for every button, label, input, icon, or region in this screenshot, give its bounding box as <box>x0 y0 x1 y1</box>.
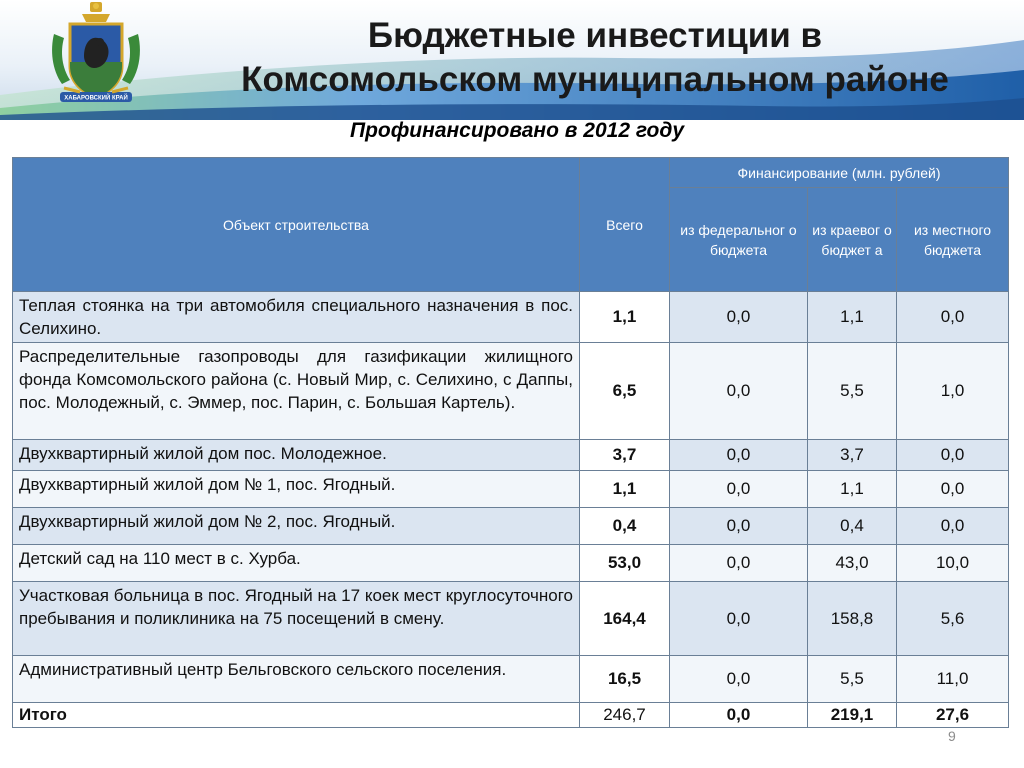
grand-total-cell: 246,7 <box>580 703 670 728</box>
total-cell: 6,5 <box>580 343 670 440</box>
object-cell: Двухквартирный жилой дом № 2, пос. Ягодный. <box>13 508 580 545</box>
header-funding: Финансирование (млн. рублей) <box>670 158 1009 188</box>
total-cell: 0,4 <box>580 508 670 545</box>
table-row <box>13 582 1009 656</box>
federal-cell: 0,0 <box>670 343 808 440</box>
title-line-2: Комсомольском муниципальном районе <box>241 60 949 99</box>
local-cell: 0,0 <box>897 471 1009 508</box>
regional-cell: 1,1 <box>808 292 897 343</box>
object-cell: Распределительные газопроводы для газификации жилищного фонда Комсомольского района (с. Новый Мир, с. Селихино, с Даппы, пос. Молодежный, с. Эммер, пос. Парин, с. Большая Картель). <box>13 343 580 440</box>
object-cell: Административный центр Бельговского сельского поселения. <box>13 656 580 703</box>
local-cell: 1,0 <box>897 343 1009 440</box>
table-row <box>13 343 1009 440</box>
total-cell: 1,1 <box>580 471 670 508</box>
local-cell: 10,0 <box>897 545 1009 582</box>
regional-cell: 158,8 <box>808 582 897 656</box>
title-line-1: Бюджетные инвестиции в <box>367 16 823 55</box>
object-cell: Теплая стоянка на три автомобиля специального назначения в пос. Селихино. <box>13 292 580 343</box>
object-cell: Детский сад на 110 мест в с. Хурба. <box>13 545 580 582</box>
table-row <box>13 508 1009 545</box>
federal-cell: 0,0 <box>670 440 808 471</box>
local-cell: 11,0 <box>897 656 1009 703</box>
header-federal: из федеральног о бюджета <box>670 188 808 292</box>
table-row <box>13 292 1009 343</box>
header-total: Всего <box>580 158 670 292</box>
total-cell: 16,5 <box>580 656 670 703</box>
table-row <box>13 471 1009 508</box>
regional-cell: 1,1 <box>808 471 897 508</box>
total-cell: 3,7 <box>580 440 670 471</box>
object-cell: Участковая больница в пос. Ягодный на 17 коек мест круглосуточного пребывания и поликлиника на 75 посещений в смену. <box>13 582 580 656</box>
regional-cell: 3,7 <box>808 440 897 471</box>
local-cell: 0,0 <box>897 440 1009 471</box>
header-object: Объект строительства <box>13 158 580 292</box>
regional-cell: 5,5 <box>808 343 897 440</box>
federal-cell: 0,0 <box>670 656 808 703</box>
local-cell: 0,0 <box>897 292 1009 343</box>
regional-total-cell: 219,1 <box>808 703 897 728</box>
total-cell: 53,0 <box>580 545 670 582</box>
total-cell: 1,1 <box>580 292 670 343</box>
table-row <box>13 440 1009 471</box>
regional-cell: 5,5 <box>808 656 897 703</box>
page-title <box>180 14 1010 102</box>
local-cell: 5,6 <box>897 582 1009 656</box>
total-cell: 164,4 <box>580 582 670 656</box>
page-number: 9 <box>948 728 956 744</box>
federal-total-cell: 0,0 <box>670 703 808 728</box>
header-regional: из краевог о бюджет а <box>808 188 897 292</box>
table-row <box>13 656 1009 703</box>
federal-cell: 0,0 <box>670 582 808 656</box>
investments-table <box>12 157 1009 728</box>
object-cell: Двухквартирный жилой дом пос. Молодежное. <box>13 440 580 471</box>
federal-cell: 0,0 <box>670 292 808 343</box>
federal-cell: 0,0 <box>670 471 808 508</box>
federal-cell: 0,0 <box>670 508 808 545</box>
table-row <box>13 545 1009 582</box>
page-subtitle: Профинансировано в 2012 году <box>349 119 685 142</box>
emblem-caption: ХАБАРОВСКИЙ КРАЙ <box>64 95 128 102</box>
header-local: из местного бюджета <box>897 188 1009 292</box>
total-row <box>13 703 1009 728</box>
coat-of-arms-icon <box>40 0 152 112</box>
federal-cell: 0,0 <box>670 545 808 582</box>
object-cell: Двухквартирный жилой дом № 1, пос. Ягодный. <box>13 471 580 508</box>
header-banner <box>0 0 1024 120</box>
regional-cell: 0,4 <box>808 508 897 545</box>
total-label: Итого <box>13 703 580 728</box>
local-total-cell: 27,6 <box>897 703 1009 728</box>
regional-cell: 43,0 <box>808 545 897 582</box>
local-cell: 0,0 <box>897 508 1009 545</box>
